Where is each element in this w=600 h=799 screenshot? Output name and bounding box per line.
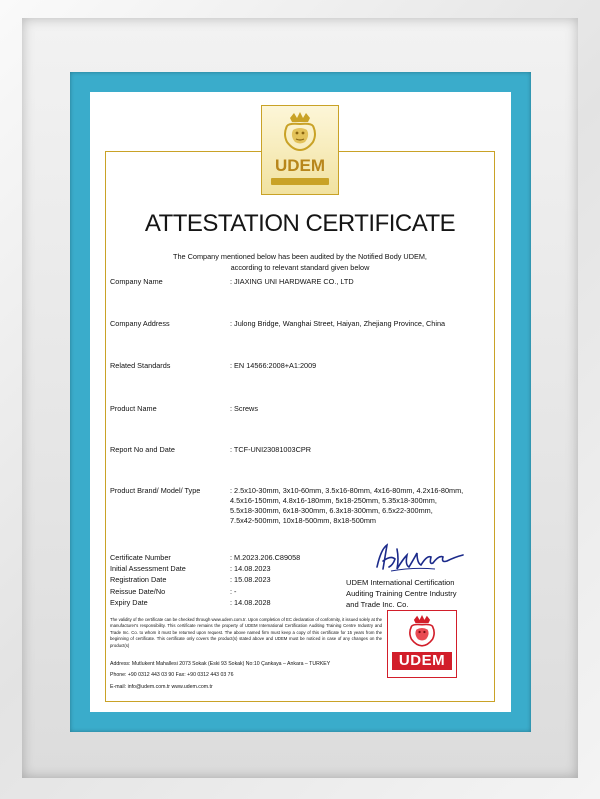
field-label: Product Name [110,404,157,413]
issuer-organization [346,577,486,610]
field-value: : Julong Bridge, Wanghai Street, Haiyan, Zhejiang Province, China [230,319,446,328]
fact-value: : 15.08.2023 [230,575,271,585]
intro-line: The Company mentioned below has been audited by the Notified Body UDEM, [173,252,427,261]
address-line: Address: Mutlukent Mahallesi 2073 Sokak (Eski 93 Sokak) No:10 Çankaya – Ankara – TURKEY [110,661,331,667]
contact-info [110,659,400,693]
field-value: : TCF-UNI23081003CPR [230,445,311,454]
udem-brand-text: UDEM [392,652,452,670]
field-label: Company Address [110,319,170,328]
fact-label: Initial Assessment Date [110,564,186,574]
model-line: 7.5x42-500mm, 10x18-500mm, 8x18-500mm [230,516,377,525]
lion-crest-icon [277,112,323,154]
fact-value: : M.2023.206.C89058 [230,553,301,562]
intro-line: according to relevant standard given below [230,263,370,272]
org-line: UDEM International Certification [346,578,455,587]
org-line: Auditing Training Centre Industry [346,589,457,598]
certificate-title: ATTESTATION CERTIFICATE [144,210,456,237]
field-value [230,486,492,526]
fine-print: The validity of the certificate can be checked through www.udem.com.tr. Upon completion of EC declaration of conformity, it issued solely at the manufacturer's responsibility. This certificate remains the property of UDEM International Certification Auditing Training Centre Industry and Trade Inc. Co. to whom it must be returned upon request. The above named firm must keep a copy of this certificate for 15 years from the beginning of certificate. This certificate only covers the product(s) stated above and UDEM must be noticed in case of any changes on the product(s) [110,617,382,648]
field-label: Company Name [110,277,163,286]
fact-label: Expiry Date [110,597,148,607]
model-line: 4.5x16-150mm, 4.8x16-180mm, 5x18-250mm, 5.35x18-300mm, [230,496,437,505]
logo-ribbon [271,178,329,185]
email-line: E-mail: info@udem.com.tr www.udem.com.tr [110,683,213,690]
field-value: : JIAXING UNI HARDWARE CO., LTD [230,277,354,286]
org-line: and Trade Inc. Co. [346,600,409,609]
fact-value: : 14.08.2023 [230,564,271,574]
signature [373,541,468,575]
field-label: Report No and Date [110,445,175,454]
fact-label: Reissue Date/No [110,586,166,596]
model-line: 5.5x18-300mm, 6x18-300mm, 6.3x18-300mm, 6.5x22-300mm, [230,506,433,515]
udem-brand-text: UDEM [274,156,326,175]
fact-value: : 14.08.2028 [230,597,271,607]
udem-logo-bottom [387,610,457,678]
field-value: : EN 14566:2008+A1:2009 [230,361,317,370]
field-label: Related Standards [110,361,171,370]
model-line: : 2.5x10-30mm, 3x10-60mm, 3.5x16-80mm, 4x16-80mm, 4.2x16-80mm, [230,486,464,495]
lion-crest-icon [403,615,441,649]
intro-text [105,251,495,273]
phone-line: Phone: +90 0312 443 03 90 Fax: +90 0312 443 03 76 [110,672,234,679]
field-label: Product Brand/ Model/ Type [110,486,201,495]
udem-logo-top [261,105,339,195]
fact-label: Certificate Number [110,553,171,562]
fact-value: : - [230,586,237,596]
field-value: : Screws [230,404,258,413]
fact-label: Registration Date [110,575,167,585]
